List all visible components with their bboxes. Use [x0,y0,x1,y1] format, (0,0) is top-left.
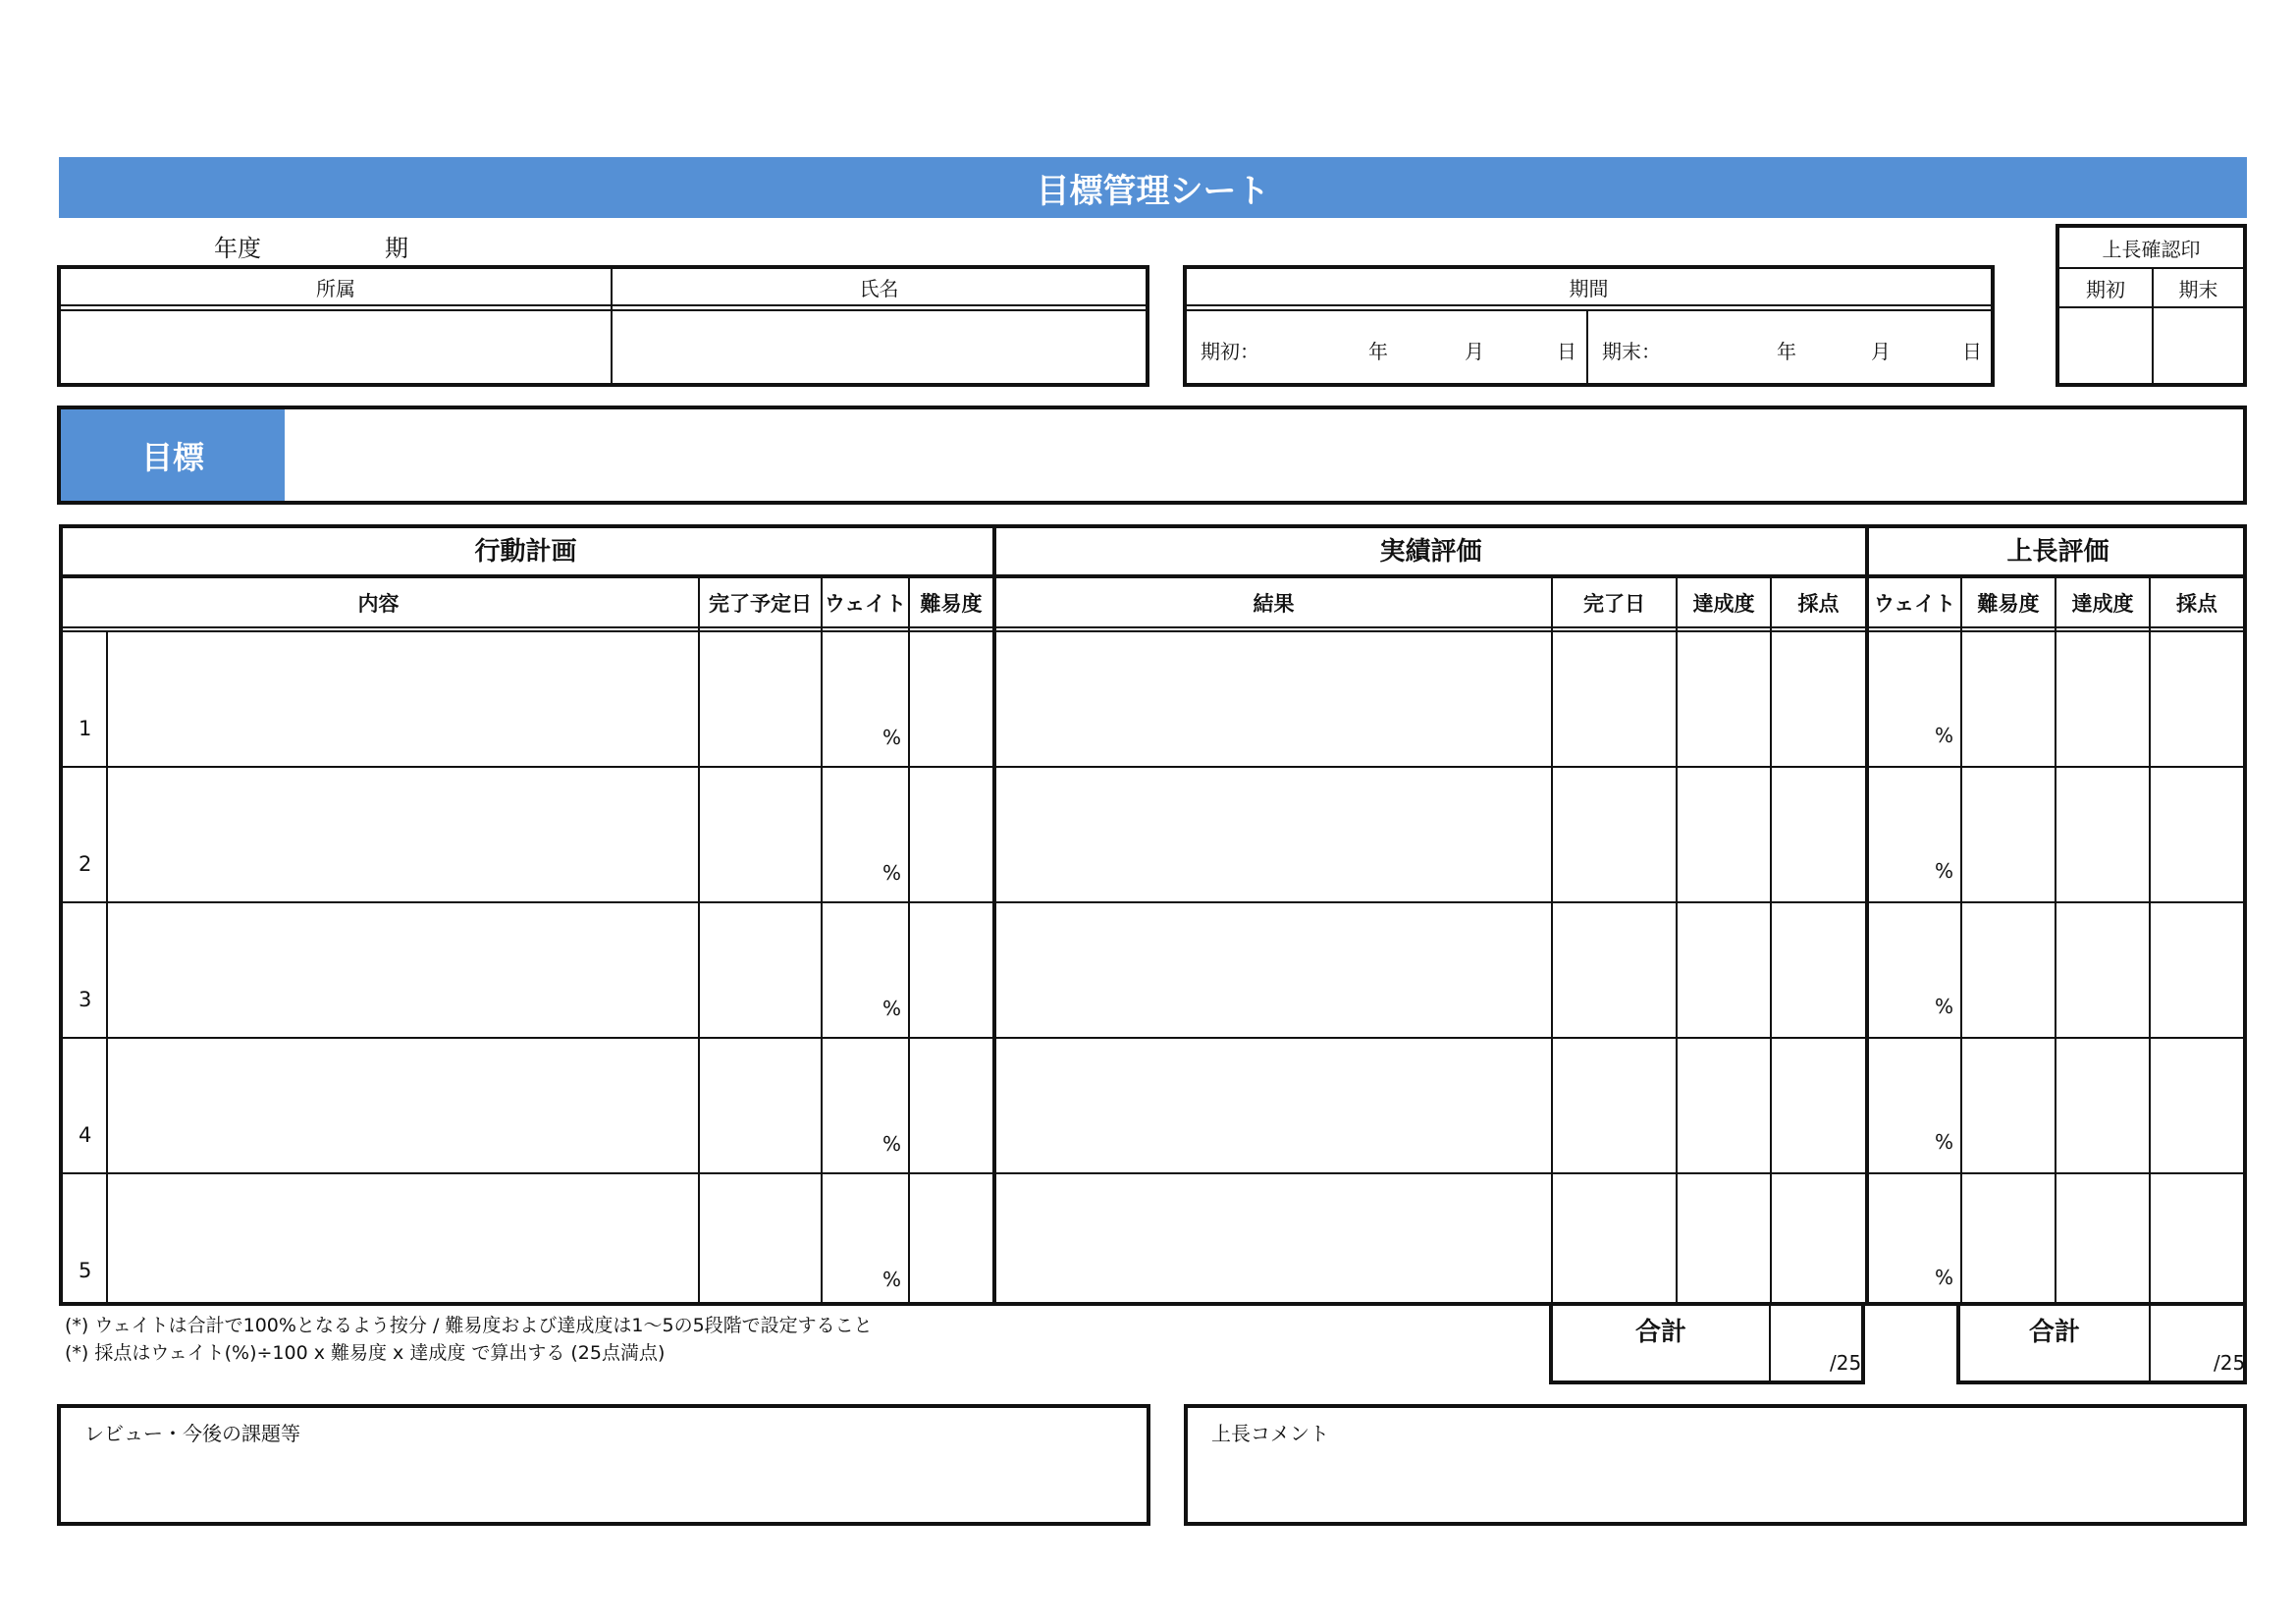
boss-comment-field[interactable] [1211,1451,2222,1514]
approval-stamp-box [2056,224,2247,387]
goal-field[interactable] [296,419,2230,492]
col-score: 採点 [1797,591,1840,616]
row-number: 5 [79,1259,92,1282]
row-weight-pct: % [882,997,902,1020]
term-end-year-unit: 年 [1777,340,1796,363]
boss-total-label: 合計 [2028,1317,2080,1347]
col-content: 内容 [357,591,400,616]
section-boss-header: 上長評価 [2006,537,2109,567]
approval-header: 上長確認印 [2102,237,2201,261]
term-start-day-unit: 日 [1557,340,1576,363]
col-boss-difficulty: 難易度 [1977,591,2040,616]
approval-end-label: 期末 [2178,277,2218,301]
term-end-month-unit: 月 [1871,340,1891,363]
row-boss-weight-pct: % [1935,995,1954,1018]
approval-start-stamp[interactable] [2059,308,2152,383]
section-result-header: 実績評価 [1379,537,1482,567]
affiliation-name-box [57,265,1149,387]
boss-comment-box [1184,1404,2247,1526]
term-header: 期間 [1569,276,1609,300]
sheet-title: 目標管理シート [59,157,2247,218]
note-score: (*) 採点はウェイト(%)÷100 x 難易度 x 達成度 で算出する (25点満点) [65,1342,666,1364]
row-weight-pct: % [882,726,902,749]
row-boss-weight-pct: % [1935,1130,1954,1154]
note-weight: (*) ウェイトは合計で100%となるよう按分 / 難易度および達成度は1～5の5段階で設定すること [65,1315,873,1336]
col-weight: ウェイト [824,591,907,616]
col-difficulty: 難易度 [920,591,983,616]
row-weight-pct: % [882,1132,902,1156]
name-field[interactable] [620,320,1141,379]
goal-label: 目標 [61,409,285,501]
row-number: 2 [79,852,92,876]
col-done-date: 完了日 [1583,591,1645,616]
goal-box [57,406,2247,505]
boss-comment-label: 上長コメント [1211,1422,1329,1445]
row-boss-weight-pct: % [1935,859,1954,883]
term-start-label: 期初： [1201,340,1259,363]
term-end-day-unit: 日 [1962,340,1982,363]
row-number: 3 [79,988,92,1011]
period-label: 期 [385,235,408,262]
col-boss-score: 採点 [2176,591,2217,616]
term-start-year-unit: 年 [1368,340,1388,363]
name-header: 氏名 [859,276,899,300]
col-boss-weight: ウェイト [1873,591,1956,616]
col-outcome: 結果 [1253,591,1295,616]
row-weight-pct: % [882,1268,902,1291]
result-total-box [1549,1302,1865,1384]
year-label: 年度 [214,235,261,262]
row-boss-weight-pct: % [1935,1266,1954,1289]
boss-total-box [1956,1302,2247,1384]
section-plan-header: 行動計画 [474,537,577,567]
result-total-label: 合計 [1634,1317,1686,1347]
approval-start-label: 期初 [2086,277,2125,301]
boss-total-max: /25 [2214,1351,2246,1375]
row-boss-weight-pct: % [1935,724,1954,747]
evaluation-table [59,524,2247,1306]
term-box [1183,265,1995,387]
review-field[interactable] [84,1451,1125,1514]
result-total-max: /25 [1830,1351,1862,1375]
row-weight-pct: % [882,861,902,885]
term-end-label: 期末： [1602,340,1661,363]
term-start-month-unit: 月 [1465,340,1484,363]
col-achievement: 達成度 [1692,591,1755,616]
affiliation-header: 所属 [316,276,355,300]
col-due-date: 完了予定日 [709,591,812,616]
affiliation-field[interactable] [69,320,599,379]
approval-end-stamp[interactable] [2154,308,2243,383]
review-box [57,1404,1150,1526]
review-label: レビュー・今後の課題等 [84,1422,300,1445]
col-boss-achievement: 達成度 [2071,591,2134,616]
row-number: 4 [79,1123,92,1147]
row-number: 1 [79,717,92,740]
